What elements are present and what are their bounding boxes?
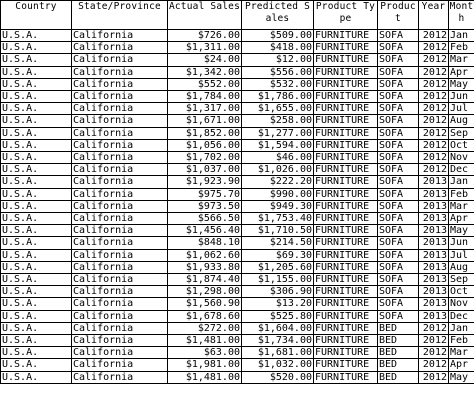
cell-predicted-sales[interactable]: $222.20 <box>242 176 314 188</box>
cell-year[interactable]: 2012 <box>419 164 449 176</box>
table-row <box>1 54 474 66</box>
header-product[interactable]: Product <box>378 1 419 30</box>
cell-predicted-sales[interactable]: $1,026.00 <box>242 164 314 176</box>
cell-product[interactable]: SOFA <box>378 30 419 42</box>
cell-actual-sales[interactable]: $726.00 <box>168 30 242 42</box>
cell-product[interactable]: SOFA <box>378 127 419 139</box>
cell-country[interactable]: U.S.A. <box>1 164 72 176</box>
cell-state-province[interactable]: California <box>72 249 168 261</box>
table-body <box>1 30 474 384</box>
cell-state-province[interactable]: California <box>72 335 168 347</box>
cell-year[interactable]: 2013 <box>419 274 449 286</box>
cell-state-province[interactable]: California <box>72 103 168 115</box>
cell-month[interactable]: Jun <box>449 91 474 103</box>
cell-year[interactable]: 2012 <box>419 30 449 42</box>
cell-year[interactable]: 2013 <box>419 310 449 322</box>
cell-product[interactable]: SOFA <box>378 66 419 78</box>
cell-product-type[interactable]: FURNITURE <box>314 359 378 371</box>
cell-product[interactable]: SOFA <box>378 42 419 54</box>
cell-predicted-sales[interactable]: $1,734.00 <box>242 335 314 347</box>
cell-product[interactable]: SOFA <box>378 152 419 164</box>
cell-actual-sales[interactable]: $1,062.60 <box>168 249 242 261</box>
cell-country[interactable]: U.S.A. <box>1 30 72 42</box>
header-row <box>1 1 474 30</box>
cell-state-province[interactable]: California <box>72 237 168 249</box>
cell-product[interactable]: SOFA <box>378 225 419 237</box>
cell-state-province[interactable]: California <box>72 347 168 359</box>
cell-actual-sales[interactable]: $1,702.00 <box>168 152 242 164</box>
cell-product-type[interactable]: FURNITURE <box>314 249 378 261</box>
cell-state-province[interactable]: California <box>72 42 168 54</box>
cell-year[interactable]: 2013 <box>419 213 449 225</box>
cell-product-type[interactable]: FURNITURE <box>314 103 378 115</box>
cell-product[interactable]: SOFA <box>378 249 419 261</box>
cell-month[interactable]: Feb <box>449 335 474 347</box>
cell-product[interactable]: SOFA <box>378 213 419 225</box>
cell-state-province[interactable]: California <box>72 54 168 66</box>
cell-product[interactable]: BED <box>378 322 419 334</box>
cell-predicted-sales[interactable]: $1,277.00 <box>242 127 314 139</box>
cell-actual-sales[interactable]: $1,784.00 <box>168 91 242 103</box>
cell-predicted-sales[interactable]: $1,710.50 <box>242 225 314 237</box>
cell-predicted-sales[interactable]: $46.00 <box>242 152 314 164</box>
cell-year[interactable]: 2013 <box>419 176 449 188</box>
cell-product-type[interactable]: FURNITURE <box>314 30 378 42</box>
cell-country[interactable]: U.S.A. <box>1 298 72 310</box>
cell-month[interactable]: Oct <box>449 139 474 151</box>
cell-actual-sales[interactable]: $1,981.00 <box>168 359 242 371</box>
cell-actual-sales[interactable]: $1,456.40 <box>168 225 242 237</box>
cell-product[interactable]: BED <box>378 371 419 383</box>
cell-month[interactable]: Oct <box>449 286 474 298</box>
table-row <box>1 261 474 273</box>
header-year[interactable]: Year <box>419 1 449 30</box>
table-row <box>1 322 474 334</box>
cell-product-type[interactable]: FURNITURE <box>314 91 378 103</box>
table-row <box>1 176 474 188</box>
table-row <box>1 237 474 249</box>
cell-country[interactable]: U.S.A. <box>1 188 72 200</box>
cell-product-type[interactable]: FURNITURE <box>314 322 378 334</box>
cell-year[interactable]: 2013 <box>419 298 449 310</box>
cell-month[interactable]: Feb <box>449 42 474 54</box>
cell-product-type[interactable]: FURNITURE <box>314 274 378 286</box>
cell-state-province[interactable]: California <box>72 152 168 164</box>
table-row <box>1 127 474 139</box>
cell-product-type[interactable]: FURNITURE <box>314 66 378 78</box>
cell-year[interactable]: 2012 <box>419 152 449 164</box>
table-row <box>1 274 474 286</box>
header-product-type[interactable]: Product Type <box>314 1 378 30</box>
cell-product[interactable]: BED <box>378 335 419 347</box>
cell-predicted-sales[interactable]: $306.90 <box>242 286 314 298</box>
cell-state-province[interactable]: California <box>72 359 168 371</box>
cell-product-type[interactable]: FURNITURE <box>314 115 378 127</box>
cell-predicted-sales[interactable]: $1,786.00 <box>242 91 314 103</box>
cell-product-type[interactable]: FURNITURE <box>314 78 378 90</box>
cell-year[interactable]: 2013 <box>419 261 449 273</box>
header-actual-sales[interactable]: Actual Sales <box>168 1 242 30</box>
cell-actual-sales[interactable]: $63.00 <box>168 347 242 359</box>
cell-month[interactable]: Jan <box>449 30 474 42</box>
table-row <box>1 286 474 298</box>
cell-country[interactable]: U.S.A. <box>1 127 72 139</box>
cell-product-type[interactable]: FURNITURE <box>314 164 378 176</box>
cell-product-type[interactable]: FURNITURE <box>314 371 378 383</box>
cell-actual-sales[interactable]: $1,678.60 <box>168 310 242 322</box>
table-row <box>1 359 474 371</box>
cell-state-province[interactable]: California <box>72 176 168 188</box>
cell-product-type[interactable]: FURNITURE <box>314 200 378 212</box>
cell-year[interactable]: 2012 <box>419 66 449 78</box>
cell-country[interactable]: U.S.A. <box>1 200 72 212</box>
table-row <box>1 164 474 176</box>
table-row <box>1 335 474 347</box>
cell-year[interactable]: 2012 <box>419 91 449 103</box>
cell-product[interactable]: SOFA <box>378 115 419 127</box>
cell-product-type[interactable]: FURNITURE <box>314 310 378 322</box>
cell-month[interactable]: Nov <box>449 298 474 310</box>
cell-state-province[interactable]: California <box>72 213 168 225</box>
table-row <box>1 200 474 212</box>
cell-month[interactable]: Dec <box>449 164 474 176</box>
cell-actual-sales[interactable]: $1,560.90 <box>168 298 242 310</box>
cell-year[interactable]: 2012 <box>419 54 449 66</box>
cell-product-type[interactable]: FURNITURE <box>314 213 378 225</box>
cell-month[interactable]: Sep <box>449 274 474 286</box>
cell-product-type[interactable]: FURNITURE <box>314 298 378 310</box>
cell-country[interactable]: U.S.A. <box>1 225 72 237</box>
cell-country[interactable]: U.S.A. <box>1 261 72 273</box>
cell-product[interactable]: SOFA <box>378 164 419 176</box>
cell-product[interactable]: SOFA <box>378 103 419 115</box>
table-row <box>1 103 474 115</box>
cell-product-type[interactable]: FURNITURE <box>314 261 378 273</box>
cell-product-type[interactable]: FURNITURE <box>314 347 378 359</box>
table-row <box>1 30 474 42</box>
cell-predicted-sales[interactable]: $520.00 <box>242 371 314 383</box>
cell-year[interactable]: 2012 <box>419 371 449 383</box>
header-country[interactable]: Country <box>1 1 72 30</box>
header-predicted-sales[interactable]: Predicted Sales <box>242 1 314 30</box>
table-row <box>1 213 474 225</box>
cell-country[interactable]: U.S.A. <box>1 322 72 334</box>
cell-state-province[interactable]: California <box>72 91 168 103</box>
cell-predicted-sales[interactable]: $525.80 <box>242 310 314 322</box>
cell-country[interactable]: U.S.A. <box>1 91 72 103</box>
cell-state-province[interactable]: California <box>72 200 168 212</box>
table-header <box>1 1 474 30</box>
cell-state-province[interactable]: California <box>72 164 168 176</box>
cell-product[interactable]: SOFA <box>378 310 419 322</box>
table-row <box>1 371 474 383</box>
cell-country[interactable]: U.S.A. <box>1 176 72 188</box>
cell-actual-sales[interactable]: $1,481.00 <box>168 335 242 347</box>
cell-product-type[interactable]: FURNITURE <box>314 286 378 298</box>
cell-product-type[interactable]: FURNITURE <box>314 152 378 164</box>
cell-month[interactable]: Jun <box>449 237 474 249</box>
cell-product-type[interactable]: FURNITURE <box>314 54 378 66</box>
cell-month[interactable]: Aug <box>449 261 474 273</box>
cell-product[interactable]: SOFA <box>378 274 419 286</box>
cell-predicted-sales[interactable]: $258.00 <box>242 115 314 127</box>
cell-actual-sales[interactable]: $1,037.00 <box>168 164 242 176</box>
cell-state-province[interactable]: California <box>72 371 168 383</box>
cell-month[interactable]: Nov <box>449 152 474 164</box>
cell-state-province[interactable]: California <box>72 298 168 310</box>
cell-year[interactable]: 2013 <box>419 200 449 212</box>
cell-actual-sales[interactable]: $975.70 <box>168 188 242 200</box>
header-state-province[interactable]: State/Province <box>72 1 168 30</box>
table-row <box>1 188 474 200</box>
cell-predicted-sales[interactable]: $418.00 <box>242 42 314 54</box>
cell-predicted-sales[interactable]: $509.00 <box>242 30 314 42</box>
cell-month[interactable]: Aug <box>449 115 474 127</box>
table-row <box>1 66 474 78</box>
cell-country[interactable]: U.S.A. <box>1 286 72 298</box>
cell-country[interactable]: U.S.A. <box>1 237 72 249</box>
cell-country[interactable]: U.S.A. <box>1 139 72 151</box>
table-row <box>1 298 474 310</box>
cell-state-province[interactable]: California <box>72 322 168 334</box>
table-row <box>1 139 474 151</box>
cell-country[interactable]: U.S.A. <box>1 213 72 225</box>
cell-predicted-sales[interactable]: $69.30 <box>242 249 314 261</box>
cell-product[interactable]: BED <box>378 347 419 359</box>
cell-country[interactable]: U.S.A. <box>1 103 72 115</box>
cell-month[interactable]: Jul <box>449 103 474 115</box>
cell-predicted-sales[interactable]: $1,032.00 <box>242 359 314 371</box>
cell-product-type[interactable]: FURNITURE <box>314 139 378 151</box>
cell-month[interactable]: Apr <box>449 213 474 225</box>
cell-country[interactable]: U.S.A. <box>1 54 72 66</box>
cell-product-type[interactable]: FURNITURE <box>314 176 378 188</box>
table-row <box>1 249 474 261</box>
cell-country[interactable]: U.S.A. <box>1 359 72 371</box>
cell-product[interactable]: BED <box>378 359 419 371</box>
cell-product[interactable]: SOFA <box>378 91 419 103</box>
cell-month[interactable]: Apr <box>449 66 474 78</box>
cell-predicted-sales[interactable]: $1,205.60 <box>242 261 314 273</box>
table-row <box>1 310 474 322</box>
cell-year[interactable]: 2012 <box>419 78 449 90</box>
cell-predicted-sales[interactable]: $949.30 <box>242 200 314 212</box>
cell-actual-sales[interactable]: $1,056.00 <box>168 139 242 151</box>
cell-month[interactable]: Apr <box>449 359 474 371</box>
cell-country[interactable]: U.S.A. <box>1 115 72 127</box>
cell-month[interactable]: Mar <box>449 54 474 66</box>
cell-product[interactable]: SOFA <box>378 176 419 188</box>
cell-state-province[interactable]: California <box>72 225 168 237</box>
cell-actual-sales[interactable]: $973.50 <box>168 200 242 212</box>
cell-month[interactable]: Jan <box>449 322 474 334</box>
cell-state-province[interactable]: California <box>72 274 168 286</box>
table-row <box>1 225 474 237</box>
cell-month[interactable]: Feb <box>449 188 474 200</box>
table-row <box>1 115 474 127</box>
table-row <box>1 42 474 54</box>
cell-year[interactable]: 2013 <box>419 237 449 249</box>
cell-product-type[interactable]: FURNITURE <box>314 42 378 54</box>
cell-product[interactable]: SOFA <box>378 188 419 200</box>
header-month[interactable]: Month <box>449 1 474 30</box>
cell-predicted-sales[interactable]: $13.20 <box>242 298 314 310</box>
cell-actual-sales[interactable]: $1,317.00 <box>168 103 242 115</box>
cell-state-province[interactable]: California <box>72 188 168 200</box>
cell-product-type[interactable]: FURNITURE <box>314 188 378 200</box>
cell-actual-sales[interactable]: $566.50 <box>168 213 242 225</box>
cell-predicted-sales[interactable]: $1,155.00 <box>242 274 314 286</box>
cell-month[interactable]: Jan <box>449 176 474 188</box>
cell-actual-sales[interactable]: $1,874.40 <box>168 274 242 286</box>
cell-year[interactable]: 2012 <box>419 103 449 115</box>
cell-year[interactable]: 2013 <box>419 225 449 237</box>
cell-product[interactable]: SOFA <box>378 139 419 151</box>
cell-predicted-sales[interactable]: $12.00 <box>242 54 314 66</box>
cell-product[interactable]: SOFA <box>378 261 419 273</box>
cell-product-type[interactable]: FURNITURE <box>314 237 378 249</box>
cell-month[interactable]: May <box>449 225 474 237</box>
cell-actual-sales[interactable]: $1,298.00 <box>168 286 242 298</box>
cell-actual-sales[interactable]: $24.00 <box>168 54 242 66</box>
cell-state-province[interactable]: California <box>72 66 168 78</box>
cell-state-province[interactable]: California <box>72 127 168 139</box>
cell-actual-sales[interactable]: $272.00 <box>168 322 242 334</box>
cell-predicted-sales[interactable]: $1,753.40 <box>242 213 314 225</box>
cell-state-province[interactable]: California <box>72 78 168 90</box>
cell-country[interactable]: U.S.A. <box>1 274 72 286</box>
cell-country[interactable]: U.S.A. <box>1 152 72 164</box>
cell-month[interactable]: May <box>449 78 474 90</box>
cell-predicted-sales[interactable]: $1,655.00 <box>242 103 314 115</box>
cell-actual-sales[interactable]: $1,923.90 <box>168 176 242 188</box>
cell-state-province[interactable]: California <box>72 30 168 42</box>
cell-state-province[interactable]: California <box>72 286 168 298</box>
cell-country[interactable]: U.S.A. <box>1 335 72 347</box>
cell-product-type[interactable]: FURNITURE <box>314 225 378 237</box>
cell-country[interactable]: U.S.A. <box>1 42 72 54</box>
cell-product-type[interactable]: FURNITURE <box>314 127 378 139</box>
cell-predicted-sales[interactable]: $1,604.00 <box>242 322 314 334</box>
cell-state-province[interactable]: California <box>72 139 168 151</box>
cell-product-type[interactable]: FURNITURE <box>314 335 378 347</box>
cell-predicted-sales[interactable]: $1,594.00 <box>242 139 314 151</box>
cell-year[interactable]: 2012 <box>419 42 449 54</box>
cell-country[interactable]: U.S.A. <box>1 371 72 383</box>
cell-predicted-sales[interactable]: $556.00 <box>242 66 314 78</box>
cell-year[interactable]: 2012 <box>419 127 449 139</box>
cell-state-province[interactable]: California <box>72 310 168 322</box>
cell-country[interactable]: U.S.A. <box>1 310 72 322</box>
cell-year[interactable]: 2012 <box>419 335 449 347</box>
cell-month[interactable]: May <box>449 371 474 383</box>
cell-predicted-sales[interactable]: $990.00 <box>242 188 314 200</box>
cell-year[interactable]: 2012 <box>419 115 449 127</box>
cell-predicted-sales[interactable]: $214.50 <box>242 237 314 249</box>
cell-product[interactable]: SOFA <box>378 286 419 298</box>
cell-year[interactable]: 2013 <box>419 249 449 261</box>
cell-actual-sales[interactable]: $1,342.00 <box>168 66 242 78</box>
cell-year[interactable]: 2012 <box>419 359 449 371</box>
cell-month[interactable]: Jul <box>449 249 474 261</box>
cell-product[interactable]: SOFA <box>378 200 419 212</box>
cell-actual-sales[interactable]: $1,933.80 <box>168 261 242 273</box>
cell-actual-sales[interactable]: $848.10 <box>168 237 242 249</box>
cell-country[interactable]: U.S.A. <box>1 347 72 359</box>
cell-year[interactable]: 2012 <box>419 322 449 334</box>
cell-state-province[interactable]: California <box>72 115 168 127</box>
cell-state-province[interactable]: California <box>72 261 168 273</box>
cell-year[interactable]: 2012 <box>419 139 449 151</box>
cell-actual-sales[interactable]: $1,481.00 <box>168 371 242 383</box>
table-row <box>1 347 474 359</box>
table-row <box>1 91 474 103</box>
table-row <box>1 78 474 90</box>
cell-month[interactable]: Dec <box>449 310 474 322</box>
cell-country[interactable]: U.S.A. <box>1 78 72 90</box>
cell-year[interactable]: 2013 <box>419 188 449 200</box>
cell-country[interactable]: U.S.A. <box>1 249 72 261</box>
cell-product[interactable]: SOFA <box>378 78 419 90</box>
cell-actual-sales[interactable]: $552.00 <box>168 78 242 90</box>
cell-month[interactable]: Mar <box>449 200 474 212</box>
cell-actual-sales[interactable]: $1,852.00 <box>168 127 242 139</box>
cell-product[interactable]: SOFA <box>378 237 419 249</box>
cell-year[interactable]: 2012 <box>419 347 449 359</box>
cell-actual-sales[interactable]: $1,311.00 <box>168 42 242 54</box>
cell-product[interactable]: SOFA <box>378 54 419 66</box>
table-row <box>1 152 474 164</box>
cell-month[interactable]: Mar <box>449 347 474 359</box>
cell-predicted-sales[interactable]: $1,681.00 <box>242 347 314 359</box>
cell-country[interactable]: U.S.A. <box>1 66 72 78</box>
cell-product[interactable]: SOFA <box>378 298 419 310</box>
cell-month[interactable]: Sep <box>449 127 474 139</box>
cell-predicted-sales[interactable]: $532.00 <box>242 78 314 90</box>
cell-year[interactable]: 2013 <box>419 286 449 298</box>
cell-actual-sales[interactable]: $1,671.00 <box>168 115 242 127</box>
